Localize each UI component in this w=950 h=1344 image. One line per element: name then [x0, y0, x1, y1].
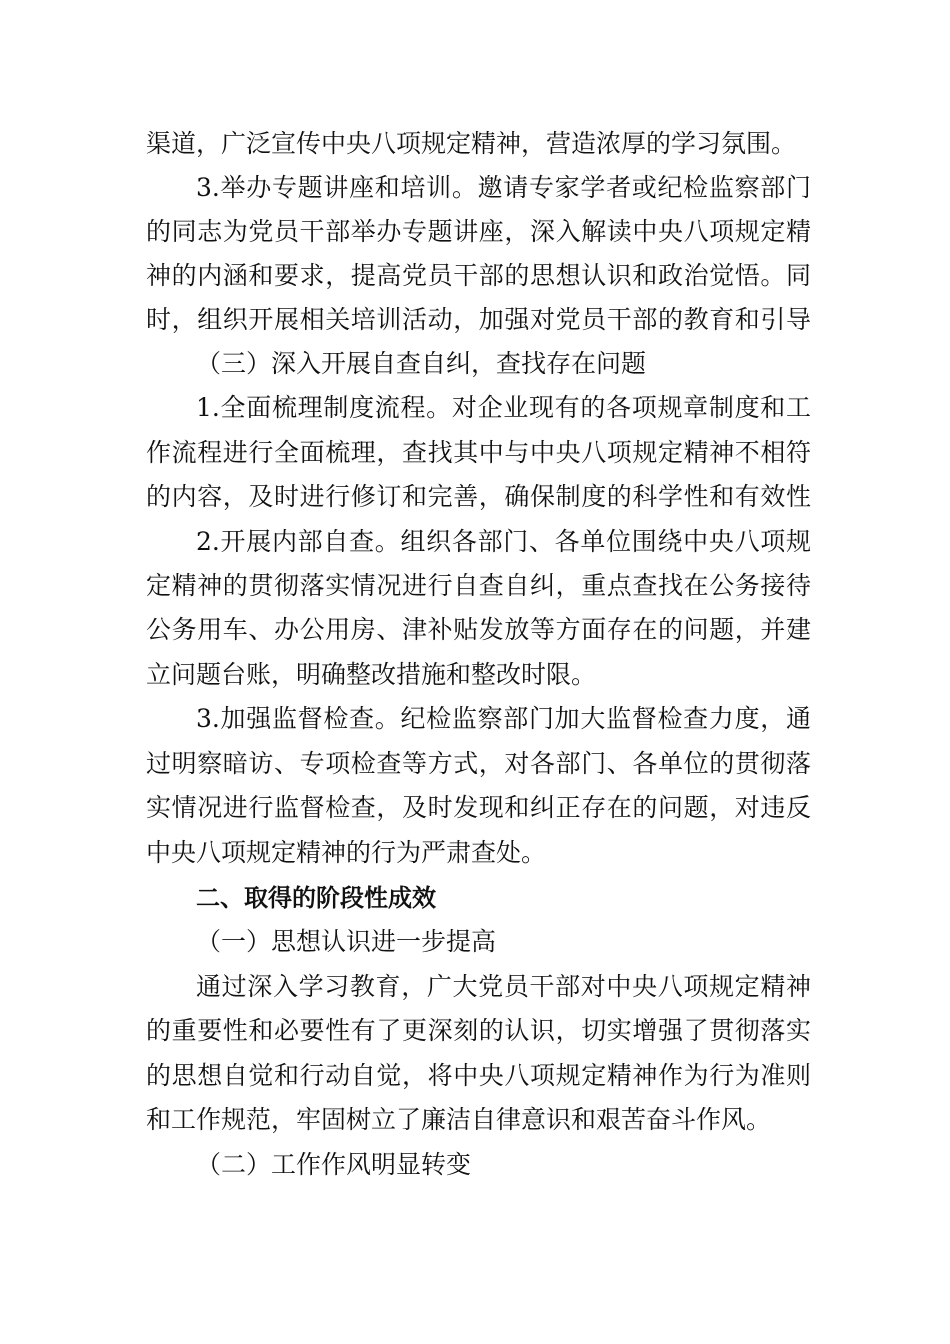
paragraph-line: 2.开展内部自查。组织各部门、各单位围绕中央八项规: [196, 527, 811, 556]
paragraph-line: 3.举办专题讲座和培训。邀请专家学者或纪检监察部门: [196, 173, 811, 202]
paragraph-line: 公务用车、办公用房、津补贴发放等方面存在的问题，并建: [146, 615, 811, 644]
paragraph-line: 作流程进行全面梳理，查找其中与中央八项规定精神不相符: [146, 438, 811, 467]
paragraph-line: 立问题台账，明确整改措施和整改时限。: [146, 660, 597, 689]
paragraph-line: 中央八项规定精神的行为严肃查处。: [146, 838, 547, 867]
paragraph-line: 的思想自觉和行动自觉，将中央八项规定精神作为行为准则: [146, 1061, 811, 1090]
paragraph-line: 的内容，及时进行修订和完善，确保制度的科学性和有效性: [146, 482, 811, 511]
paragraph-line: 和工作规范，牢固树立了廉洁自律意识和艰苦奋斗作风。: [146, 1105, 772, 1134]
paragraph-line: 神的内涵和要求，提高党员干部的思想认识和政治觉悟。同: [146, 261, 811, 290]
paragraph-line: 1.全面梳理制度流程。对企业现有的各项规章制度和工: [196, 393, 811, 422]
paragraph-line: 的同志为党员干部举办专题讲座，深入解读中央八项规定精: [146, 217, 811, 246]
section-heading: （二）工作作风明显转变: [196, 1150, 472, 1179]
paragraph-line: 3.加强监督检查。纪检监察部门加大监督检查力度，通: [196, 704, 811, 733]
paragraph-line: 的重要性和必要性有了更深刻的认识，切实增强了贯彻落实: [146, 1016, 811, 1045]
section-heading: （一）思想认识进一步提高: [196, 927, 497, 956]
paragraph-line: 实情况进行监督检查，及时发现和纠正存在的问题，对违反: [146, 793, 811, 822]
paragraph-line: 定精神的贯彻落实情况进行自查自纠，重点查找在公务接待: [146, 571, 811, 600]
chapter-heading: 二、取得的阶段性成效: [196, 884, 436, 912]
paragraph-line: 时，组织开展相关培训活动，加强对党员干部的教育和引导: [146, 305, 811, 334]
section-heading: （三）深入开展自查自纠，查找存在问题: [196, 349, 647, 378]
paragraph-line: 过明察暗访、专项检查等方式，对各部门、各单位的贯彻落: [146, 749, 811, 778]
paragraph-line: 通过深入学习教育，广大党员干部对中央八项规定精神: [196, 972, 811, 1001]
paragraph-line: 渠道，广泛宣传中央八项规定精神，营造浓厚的学习氛围。: [146, 129, 797, 158]
